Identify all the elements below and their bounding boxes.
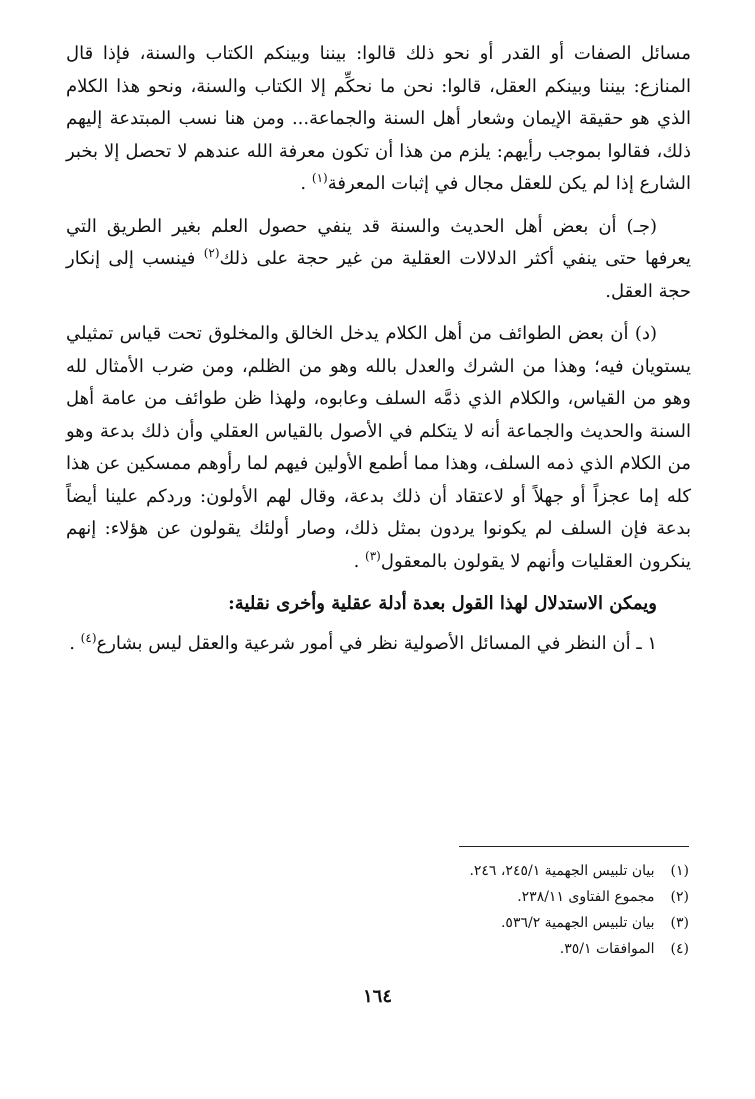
paragraph-1-text: مسائل الصفات أو القدر أو نحو ذلك قالوا: بيننا وبينكم الكتاب والسنة، فإذا قال المنازع: بيننا وبينكم العقل، قالوا: نحن ما نحكِّم إلا الكتاب والسنة، ونحو هذا الكلام الذي هو حقيقة الإيمان وشعار أهل السنة والجماعة... ومن هنا نسب المبتدعة إليهم ذلك، فقالوا بموجب رأيهم: يلزم من هذا أن تكون معرفة الله عندهم لا تحصل إلا بخبر الشارع إذا لم يكن للعقل مجال في إثبات المعرفة [66, 43, 691, 194]
paragraph-1 [66, 38, 691, 201]
page-number: ١٦٤ [362, 986, 392, 1007]
section-heading: ويمكن الاستدلال لهذا القول بعدة أدلة عقلية وأخرى نقلية: [228, 593, 657, 614]
paragraph-3 [66, 318, 691, 578]
footnote-text: الموافقات ٣٥/١. [559, 941, 655, 957]
footnote-text: بيان تلبيس الجهمية ٥٣٦/٢. [500, 915, 655, 931]
footnote-ref-4: (٤) [80, 631, 97, 645]
paragraph-2-text: (جـ) أن بعض أهل الحديث والسنة قد ينفي حصول العلم بغير الطريق التي يعرفها حتى ينفي أكثر الدلالات العقلية من غير حجة على ذلك [66, 215, 692, 269]
footnote-item [269, 936, 689, 962]
paragraph-2-end: فينسب إلى إنكار حجة العقل. [66, 248, 691, 302]
main-text [66, 38, 691, 661]
footnote-divider [459, 846, 689, 847]
footnote-number: (٤) [670, 941, 689, 957]
footnote-number: (٢) [670, 889, 689, 905]
footnote-text: مجموع الفتاوى ٢٣٨/١١. [517, 889, 655, 905]
paragraph-4-end: . [69, 633, 75, 654]
footnotes [269, 858, 689, 962]
paragraph-4-text: ١ ـ أن النظر في المسائل الأصولية نظر في أمور شرعية والعقل ليس بشارع [96, 633, 657, 654]
paragraph-3-end: . [353, 550, 360, 572]
footnote-ref-2: (٢) [203, 246, 220, 260]
paragraph-1-end: . [300, 173, 307, 194]
paragraph-4 [66, 628, 691, 661]
paragraph-2 [66, 211, 691, 309]
footnote-text: بيان تلبيس الجهمية ٢٤٥/١، ٢٤٦. [469, 863, 655, 879]
footnote-number: (٣) [670, 915, 689, 931]
footnote-item [269, 910, 689, 936]
footnote-item [269, 884, 689, 910]
paragraph-3-text: (د) أن بعض الطوائف من أهل الكلام يدخل الخالق والمخلوق تحت قياس تمثيلي يستويان فيه؛ وهذا من الشرك والعدل بالله وهو من الظلم، ومن ضرب الأمثال لله وهو من القياس، والكلام الذي ذمَّه السلف وعابوه، ولهذا ظن طوائف من عامة أهل السنة والحديث والجماعة أنه لا يتكلم في الأصول بالقياس العقلي وأن ذلك بدعة وهو من الكلام الذي ذمه السلف، وهذا مما أطمع الأولين فيهم لما رأوهم ممسكين عن هذا كله إما عجزاً أو جهلاً أو لاعتقاد أن ذلك بدعة، وقال لهم الأولون: وردكم علينا أيضاً بدعة فإن السلف لم يكونوا يردون بمثل ذلك، وصار أولئك يقولون عن هؤلاء: إنهم ينكرون العقليات وأنهم لا يقولون بالمعقول [66, 323, 691, 572]
footnote-ref-3: (٣) [365, 548, 381, 563]
footnote-number: (١) [670, 863, 689, 879]
footnote-ref-1: (١) [311, 171, 328, 185]
footnote-item [269, 858, 689, 884]
